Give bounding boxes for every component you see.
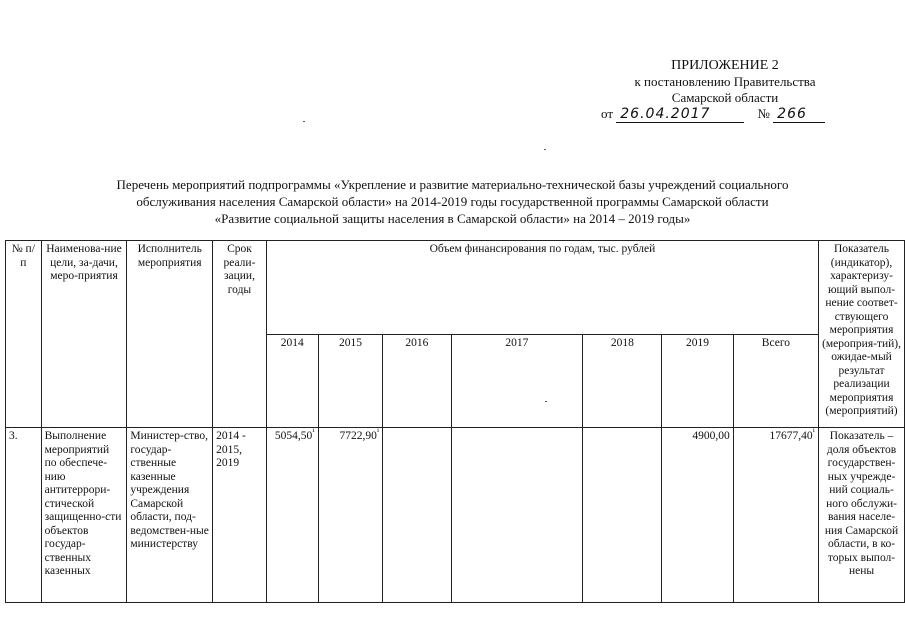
margin-tick: ¹ (312, 427, 315, 437)
row-2014: 5054,50 (274, 430, 313, 442)
row-total: 17677,40 (769, 430, 813, 442)
row-2014-cell (266, 428, 318, 603)
scan-speck (544, 149, 546, 150)
title-line-1: Перечень мероприятий подпрограммы «Укрепление и развитие материально-технической базы учреждений социального (116, 177, 789, 192)
title-line-2: обслуживания населения Самарской области» на 2014-2019 годы государственной программы Самарской области (136, 194, 769, 209)
header-year-2018: 2018 (583, 334, 662, 428)
header-name: Наименова-ние цели, за-дачи, меро-приятия (41, 241, 127, 428)
margin-tick: ¹ (812, 427, 816, 437)
header-indicator: Показатель (индикатор), характеризу-ющий выпол-нение соответ-ствующего мероприятия (мероприя-тий), ожидае-мый результат реализации мероприятия (мероприятий) (819, 241, 905, 428)
header-executor: Исполнитель мероприятия (127, 241, 213, 428)
row-2015-cell (318, 428, 383, 603)
appendix-title: ПРИЛОЖЕНИЕ 2 (671, 58, 779, 73)
header-num: № п/п (6, 241, 42, 428)
document-title (20, 176, 885, 227)
row-2015: 7722,90 (339, 430, 377, 442)
header-funding: Объем финансирования по годам, тыс. рублей (266, 241, 818, 335)
header-year-2019: 2019 (662, 334, 733, 428)
header-total: Всего (733, 334, 818, 428)
table-row (6, 428, 905, 603)
row-2017 (451, 428, 583, 603)
handwritten-number: 266 (773, 106, 825, 123)
handwritten-date: 26.04.2017 (616, 106, 744, 123)
row-term: 2014 - 2015, 2019 (213, 428, 267, 603)
measures-table (5, 240, 905, 603)
header-term: Срок реали-зации, годы (213, 241, 267, 428)
title-line-3: «Развитие социальной защиты населения в Самарской области» на 2014 – 2019 годы» (214, 211, 691, 226)
row-num: 3. (6, 428, 42, 603)
header-year-2017: 2017 (451, 334, 583, 428)
header-year-2014: 2014 (266, 334, 318, 428)
header-year-2016: 2016 (383, 334, 451, 428)
number-prefix: № (757, 106, 770, 121)
row-total-cell (733, 428, 818, 603)
row-2016 (383, 428, 451, 603)
scan-speck (303, 121, 305, 122)
row-2019: 4900,00 (662, 428, 733, 603)
appendix-date-line (601, 106, 825, 123)
row-executor: Министер-ство, государ-ственные казенные учреждения Самарской области, под-ведомствен-ные министерству (127, 428, 213, 603)
header-year-2015: 2015 (318, 334, 383, 428)
appendix-region-line: Самарской области (671, 90, 779, 105)
row-2018 (583, 428, 662, 603)
appendix-decree-line: к постановлению Правительства (634, 74, 816, 89)
row-name: Выполнение мероприятий по обеспече-нию антитеррори-стической защищенно-сти объектов государ-ственных казенных (41, 428, 127, 603)
table-header-row (6, 241, 905, 335)
date-prefix: от (601, 106, 614, 121)
row-indicator: Показатель – доля объектов государствен-ных учрежде-ний социаль-ного обслужи-вания населе-ния Самарской области, в ко-торых выпол-нены (819, 428, 905, 603)
margin-tick: ¹ (376, 427, 380, 437)
